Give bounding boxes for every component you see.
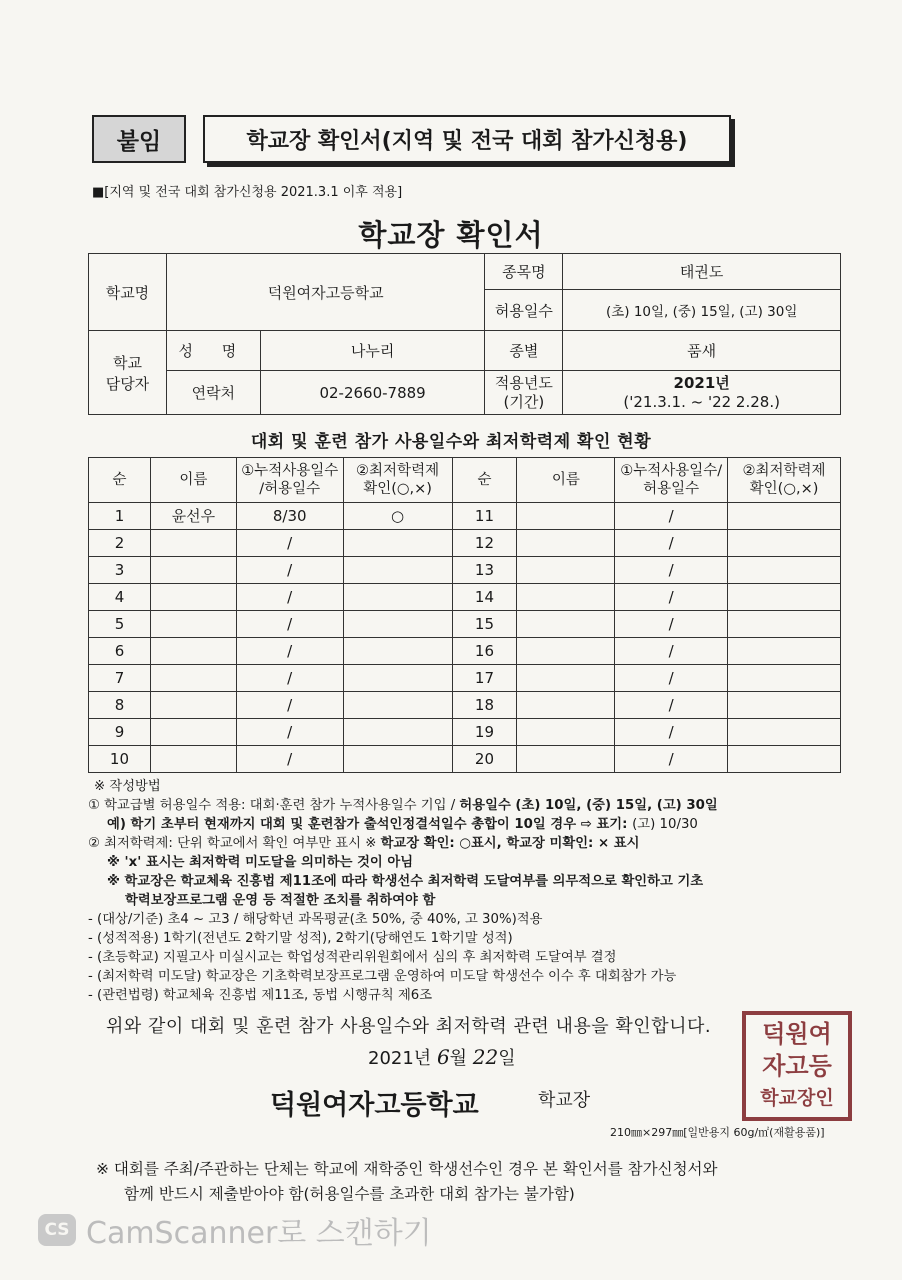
note-10: - (관련법령) 학교체육 진흥법 제11조, 동법 시행규칙 제6조 [88,988,433,1003]
note-7: - (성적적용) 1학기(전년도 2학기말 성적), 2학기(당해연도 1학기말 성적) [88,931,513,946]
contact-label: 연락처 [166,371,260,415]
row-check [343,611,452,638]
row-check [728,557,841,584]
row-no: 4 [89,584,151,611]
row-check [343,746,452,773]
row-name: 윤선우 [150,503,236,530]
table-row [89,665,841,692]
row-days: / [236,665,343,692]
header-no-2: 순 [452,458,517,503]
row-days: / [236,692,343,719]
row-no: 14 [452,584,517,611]
row-name [150,638,236,665]
row-days: / [236,746,343,773]
row-check [343,719,452,746]
row-check [728,719,841,746]
table-row [89,530,841,557]
year-text: 2021년 [673,373,730,392]
row-days: / [615,557,728,584]
section-title: 대회 및 훈련 참가 사용일수와 최저학력제 확인 현황 [250,432,652,452]
category-label: 종별 [485,331,563,371]
row-no: 20 [452,746,517,773]
table-header [89,458,841,503]
header-days-2 [615,458,728,503]
row-days: / [615,692,728,719]
table-row [89,719,841,746]
manager-name: 나누리 [260,331,485,371]
footnote-line-1: ※ 대회를 주최/주관하는 단체는 학교에 재학중인 학생선수인 경우 본 확인서를 참가신청서와 [96,1160,718,1178]
school-signature: 덕원여자고등학교 [270,1090,479,1121]
row-no: 15 [452,611,517,638]
date-year: 2021년 [368,1048,432,1069]
row-days: / [236,611,343,638]
row-no: 19 [452,719,517,746]
row-check [343,692,452,719]
header-name-2: 이름 [517,458,615,503]
year-value [563,371,841,415]
row-check [728,611,841,638]
row-days: / [615,665,728,692]
row-name [150,665,236,692]
note-2-bold: 학교장 확인: ○표시, 학교장 미확인: × 표시 [380,836,640,851]
date-day: 22 [472,1045,499,1069]
camscanner-logo-icon: CS [38,1214,76,1246]
row-name [150,584,236,611]
confirmation-text: 위와 같이 대회 및 훈련 참가 사용일수와 최저학력 관련 내용을 확인합니다. [106,1016,712,1037]
row-no: 12 [452,530,517,557]
row-name [150,746,236,773]
row-days: / [236,584,343,611]
header-check [343,458,452,503]
header-days-line2: /허용일수 [259,481,321,497]
row-days: / [615,746,728,773]
note-1-example-value: (고) 10/30 [632,817,698,832]
period-text: ('21.3.1. ~ '22 2.28.) [623,392,780,411]
notes-heading: ※ 작성방법 [94,779,161,794]
row-no: 13 [452,557,517,584]
row-name [517,611,615,638]
event-label: 종목명 [485,254,563,290]
manager-label-line1: 학교 [112,353,142,372]
row-check: ○ [343,503,452,530]
date-month-unit: 월 [449,1048,468,1069]
manager-label [89,331,167,415]
header-days2-line2: 허용일수 [643,481,700,497]
manager-label-line2: 담당자 [105,374,150,393]
row-days: / [236,530,343,557]
header-days2-line1: ①누적사용일수/ [620,463,723,479]
row-no: 11 [452,503,517,530]
contact-value: 02-2660-7889 [260,371,485,415]
row-no: 1 [89,503,151,530]
row-days: / [615,719,728,746]
table-row [89,557,841,584]
note-4: ※ 학교장은 학교체육 진흥법 제11조에 따라 학생선수 최저학력 도달여부를 의무적으로 확인하고 기초 [107,874,704,889]
row-no: 18 [452,692,517,719]
note-1-example-text: 예) 학기 초부터 현재까지 대회 및 훈련참가 출석인정결석일수 총합이 10일 경우 ⇨ 표기: [107,817,633,832]
note-1 [88,796,848,815]
form-title: 학교장 확인서(지역 및 전국 대회 참가신청용) [203,115,731,163]
note-3: ※ 'x' 표시는 최저학력 미도달을 의미하는 것이 아님 [107,855,414,870]
row-no: 5 [89,611,151,638]
header-check2-line2: 확인(○,×) [749,481,819,497]
page-title: 학교장 확인서 [358,218,544,252]
row-name [150,530,236,557]
note-2 [88,834,848,853]
date-month: 6 [436,1045,450,1069]
row-no: 7 [89,665,151,692]
school-name: 덕원여자고등학교 [166,254,485,331]
row-no: 16 [452,638,517,665]
row-check [728,692,841,719]
attachment-label: 붙임 [92,115,186,163]
row-name [517,746,615,773]
row-name [517,530,615,557]
row-check [728,746,841,773]
note-9: - (최저학력 미도달) 학교장은 기초학력보장프로그램 운영하여 미도달 학생선수 이수 후 대회참가 가능 [88,969,677,984]
note-8: - (초등학교) 지필고사 미실시교는 학업성적관리위원회에서 심의 후 최저학력 도달여부 결정 [88,950,617,965]
row-check [728,665,841,692]
row-no: 2 [89,530,151,557]
header-check-line2: 확인(○,×) [363,481,432,497]
footnote [96,1157,717,1207]
header-check-2 [728,458,841,503]
category-value: 품새 [563,331,841,371]
year-label-line1: 적용년도 [494,373,553,392]
row-days: / [615,638,728,665]
row-check [343,557,452,584]
row-days: 8/30 [236,503,343,530]
row-check [728,530,841,557]
seal-line-3: 학교장인 [760,1087,834,1109]
event-value: 태권도 [563,254,841,290]
official-seal [742,1011,852,1121]
allowed-days-label: 허용일수 [485,290,563,331]
row-check [343,665,452,692]
header-no: 순 [89,458,151,503]
row-no: 9 [89,719,151,746]
row-name [517,638,615,665]
row-days: / [236,557,343,584]
row-name [150,692,236,719]
row-check [728,503,841,530]
header-days-line1: ①누적사용일수 [241,463,339,479]
note-5: 학력보장프로그램 운영 등 적절한 조치를 취하여야 함 [125,893,436,908]
camscanner-watermark [38,1208,432,1252]
row-check [728,638,841,665]
note-6: - (대상/기준) 초4 ~ 고3 / 해당학년 과목평균(초 50%, 중 40%, 고 30%)적용 [88,912,543,927]
records-table [88,457,841,773]
principal-label: 학교장 [538,1090,591,1111]
date-day-unit: 일 [498,1048,516,1069]
seal-line-2: 자고등 [762,1051,832,1080]
row-days: / [236,638,343,665]
note-1-text: ① 학교급별 허용일수 적용: 대회·훈련 참가 누적사용일수 기입 / [88,798,460,813]
school-name-label: 학교명 [89,254,167,331]
year-label-line2: (기간) [503,392,545,411]
row-days: / [615,584,728,611]
note-2-text: ② 최저학력제: 단위 학교에서 확인 여부만 표시 ※ [88,836,381,851]
header-days [236,458,343,503]
table-row [89,746,841,773]
footnote-line-2: 함께 반드시 제출받아야 함(허용일수를 초과한 대회 참가는 불가함) [124,1185,575,1203]
table-row [89,503,841,530]
row-check [343,530,452,557]
name-label: 성 명 [166,331,260,371]
row-days: / [615,503,728,530]
table-row [89,584,841,611]
row-name [517,719,615,746]
row-days: / [615,530,728,557]
allowed-days-value: (초) 10일, (중) 15일, (고) 30일 [563,290,841,331]
row-no: 8 [89,692,151,719]
info-table [88,253,841,415]
row-no: 10 [89,746,151,773]
row-name [517,665,615,692]
row-no: 17 [452,665,517,692]
paper-spec: 210㎜×297㎜[일반용지 60g/㎡(재활용품)] [610,1126,825,1139]
row-check [728,584,841,611]
table-row [89,611,841,638]
row-name [150,611,236,638]
table-row [89,638,841,665]
note-1-bold: 허용일수 (초) 10일, (중) 15일, (고) 30일 [459,798,718,813]
row-name [517,584,615,611]
signature-date [368,1044,516,1070]
header-check-line1: ②최저학력제 [356,463,440,479]
year-label [485,371,563,415]
apply-note: ■[지역 및 전국 대회 참가신청용 2021.3.1 이후 적용] [92,185,403,200]
header-name: 이름 [150,458,236,503]
row-name [517,692,615,719]
row-check [343,584,452,611]
table-row [89,692,841,719]
row-name [517,557,615,584]
watermark-text: CamScanner로 스캔하기 [86,1216,432,1251]
row-check [343,638,452,665]
row-no: 6 [89,638,151,665]
row-days: / [236,719,343,746]
header-check2-line1: ②최저학력제 [742,463,826,479]
row-days: / [615,611,728,638]
row-no: 3 [89,557,151,584]
writing-instructions [88,777,848,1005]
seal-line-1: 덕원여 [762,1019,832,1048]
row-name [150,557,236,584]
row-name [517,503,615,530]
row-name [150,719,236,746]
note-1-example [88,815,848,834]
